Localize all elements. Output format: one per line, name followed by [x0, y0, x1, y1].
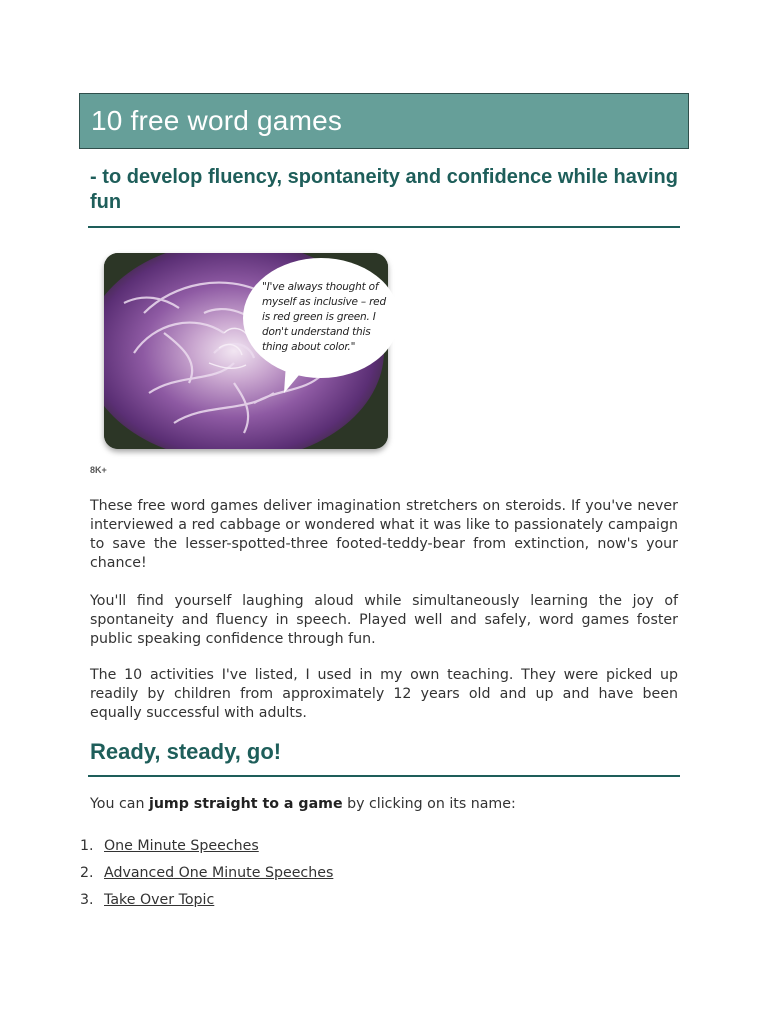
paragraph-benefits: You'll find yourself laughing aloud while simultaneously learning the joy of spontaneity and fluency in speech. Played well and safely, word games foster public speaking confidence through fun.: [90, 593, 678, 647]
game-list: [80, 833, 333, 914]
page-title: 10 free word games: [91, 105, 343, 136]
section-heading: Ready, steady, go!: [90, 739, 282, 764]
list-item-number: 2.: [80, 865, 94, 881]
title-bar: [79, 93, 689, 149]
share-count[interactable]: 8K+: [90, 465, 107, 475]
speech-bubble-quote: "I've always thought of myself as inclusive – red is red green is green. I don't understand this thing about color.": [262, 281, 386, 353]
list-item-number: 3.: [80, 892, 94, 908]
paragraph-intro: These free word games deliver imagination stretchers on steroids. If you've never interviewed a red cabbage or wondered what it was like to passionately campaign to save the lesser-spotted-three footed-teddy-bear from extinction, now's your chance!: [90, 498, 678, 571]
jump-intro-bold: jump straight to a game: [148, 796, 343, 812]
game-link-one-minute-speeches[interactable]: One Minute Speeches: [104, 838, 259, 854]
jump-intro: [90, 796, 516, 812]
list-item: [80, 887, 333, 914]
list-item: [80, 833, 333, 860]
jump-intro-before: You can: [90, 796, 149, 812]
list-item: [80, 860, 333, 887]
divider-section: [88, 775, 680, 777]
game-link-take-over-topic[interactable]: Take Over Topic: [104, 892, 215, 908]
page-subtitle: - to develop fluency, spontaneity and confidence while having fun: [90, 166, 678, 213]
paragraph-experience: The 10 activities I've listed, I used in my own teaching. They were picked up readily by children from approximately 12 years old and up and have been equally successful with adults.: [90, 667, 678, 721]
jump-intro-after: by clicking on its name:: [342, 796, 516, 812]
divider-top: [88, 226, 680, 228]
list-item-number: 1.: [80, 838, 94, 854]
game-link-advanced-one-minute-speeches[interactable]: Advanced One Minute Speeches: [104, 865, 334, 881]
